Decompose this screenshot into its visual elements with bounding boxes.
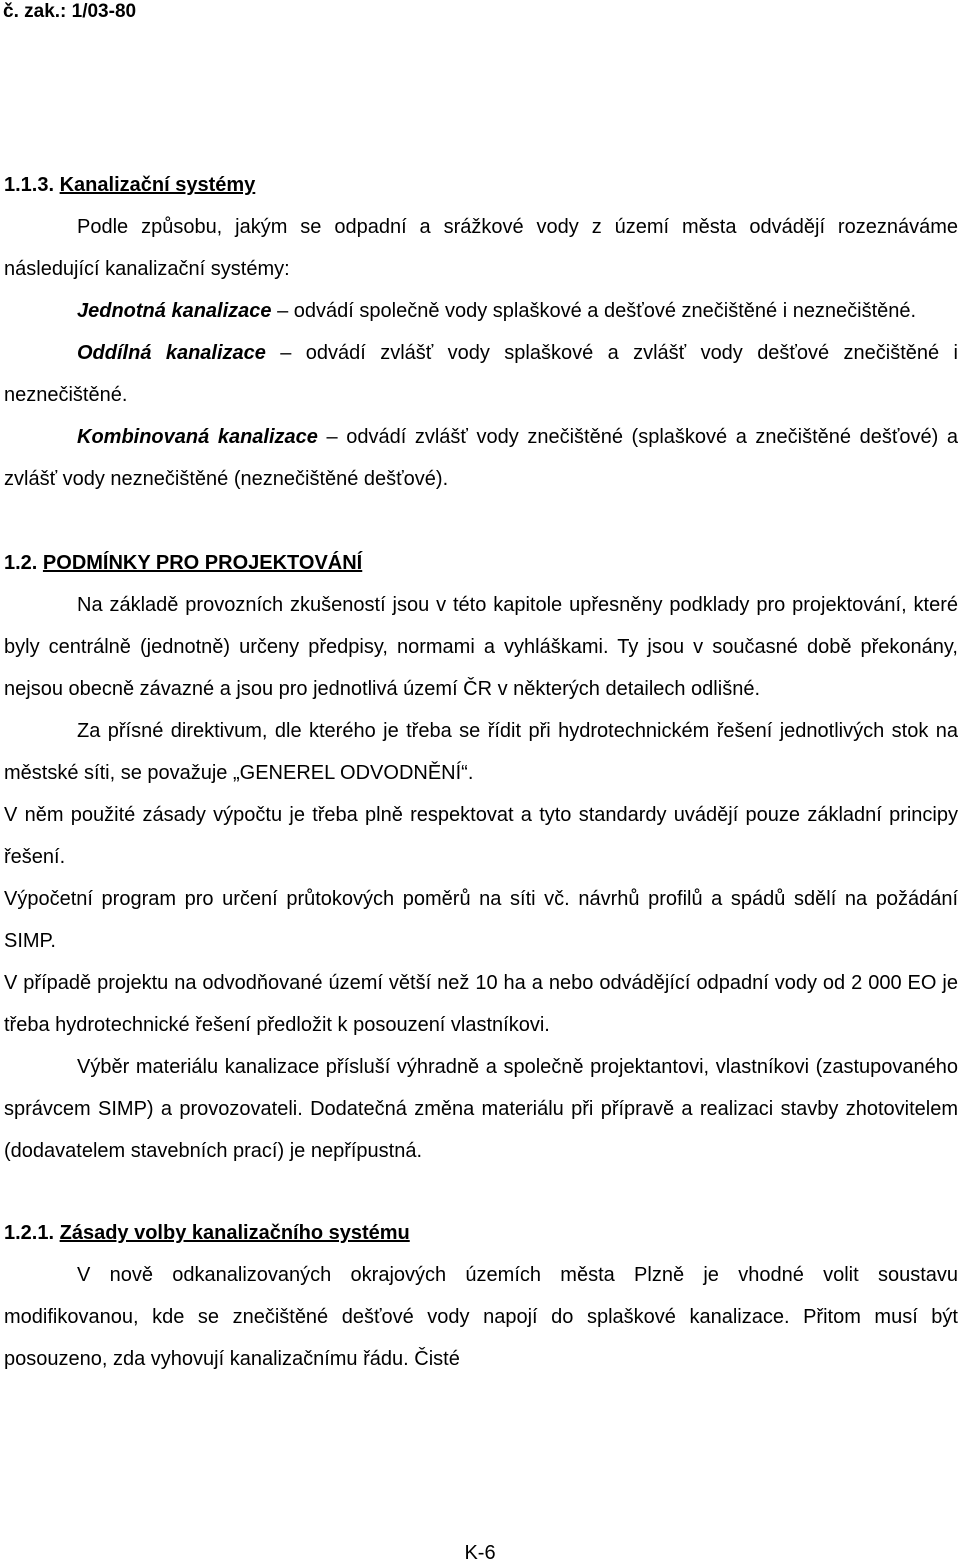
paragraph: Výpočetní program pro určení průtokových poměrů na síti vč. návrhů profilů a spádů sdělí na požádání SIMP. (4, 888, 958, 952)
paragraph: Výběr materiálu kanalizace přísluší výhradně a společně projektantovi, vlastníkovi (zastupovaného správcem SIMP) a provozovateli. Dodatečná změna materiálu při přípravě a realizaci stavby zhotovitelem (dodavatelem stavebních prací) je nepřípustná. (4, 1056, 958, 1162)
section-heading-1-1-3 (4, 164, 958, 206)
section-number: 1.2.1. (4, 1222, 55, 1244)
term-description: – odvádí zvlášť vody znečištěné (splaškové a znečištěné dešťové) a zvlášť vody neznečištěné (neznečištěné dešťové). (4, 426, 958, 490)
section-heading-1-2-1 (4, 1212, 958, 1254)
paragraph: Na základě provozních zkušeností jsou v této kapitole upřesněny podklady pro projektování, které byly centrálně (jednotně) určeny předpisy, normami a vyhláškami. Ty jsou v současné době překonány, nejsou obecně závazné a jsou pro jednotlivá území ČR v některých detailech odlišné. (4, 594, 958, 700)
section-title: Kanalizační systémy (59, 174, 256, 196)
paragraph: Za přísné direktivum, dle kterého je třeba se řídit při hydrotechnickém řešení jednotlivých stok na městské síti, se považuje „GENEREL ODVODNĚNÍ“. (4, 720, 958, 784)
list-item (4, 416, 958, 500)
paragraph: Podle způsobu, jakým se odpadní a srážkové vody z území města odvádějí rozeznáváme následující kanalizační systémy: (4, 216, 958, 280)
page-number: K-6 (464, 1542, 496, 1564)
paragraph: V případě projektu na odvodňované území větší než 10 ha a nebo odvádějící odpadní vody od 2 000 EO je třeba hydrotechnické řešení předložit k posouzení vlastníkovi. (4, 972, 958, 1036)
section-title: PODMÍNKY PRO PROJEKTOVÁNÍ (42, 552, 363, 574)
term: Kombinovaná kanalizace (77, 426, 318, 448)
term: Jednotná kanalizace (77, 300, 272, 322)
term-description: – odvádí společně vody splaškové a dešťové znečištěné i neznečištěné. (277, 300, 917, 322)
list-item (4, 290, 958, 332)
section-number: 1.1.3. (4, 174, 55, 196)
list-item (4, 332, 958, 416)
term: Oddílná kanalizace (77, 342, 266, 364)
section-title: Zásady volby kanalizačního systému (59, 1222, 410, 1244)
spacer (4, 500, 958, 542)
paragraph: V něm použité zásady výpočtu je třeba plně respektovat a tyto standardy uvádějí pouze základní principy řešení. (4, 804, 958, 868)
term-description: – odvádí zvlášť vody splaškové a zvlášť vody dešťové znečištěné i neznečištěné. (4, 342, 958, 406)
paragraph: V nově odkanalizovaných okrajových územích města Plzně je vhodné volit soustavu modifikovanou, kde se znečištěné dešťové vody napojí do splaškové kanalizace. Přitom musí být posouzeno, zda vyhovují kanalizačnímu řádu. Čisté (4, 1264, 958, 1370)
document-number: č. zak.: 1/03-80 (3, 1, 137, 22)
spacer (4, 1172, 958, 1212)
section-heading-1-2 (4, 542, 958, 584)
section-number: 1.2. (4, 552, 38, 574)
document-body (4, 164, 958, 1380)
